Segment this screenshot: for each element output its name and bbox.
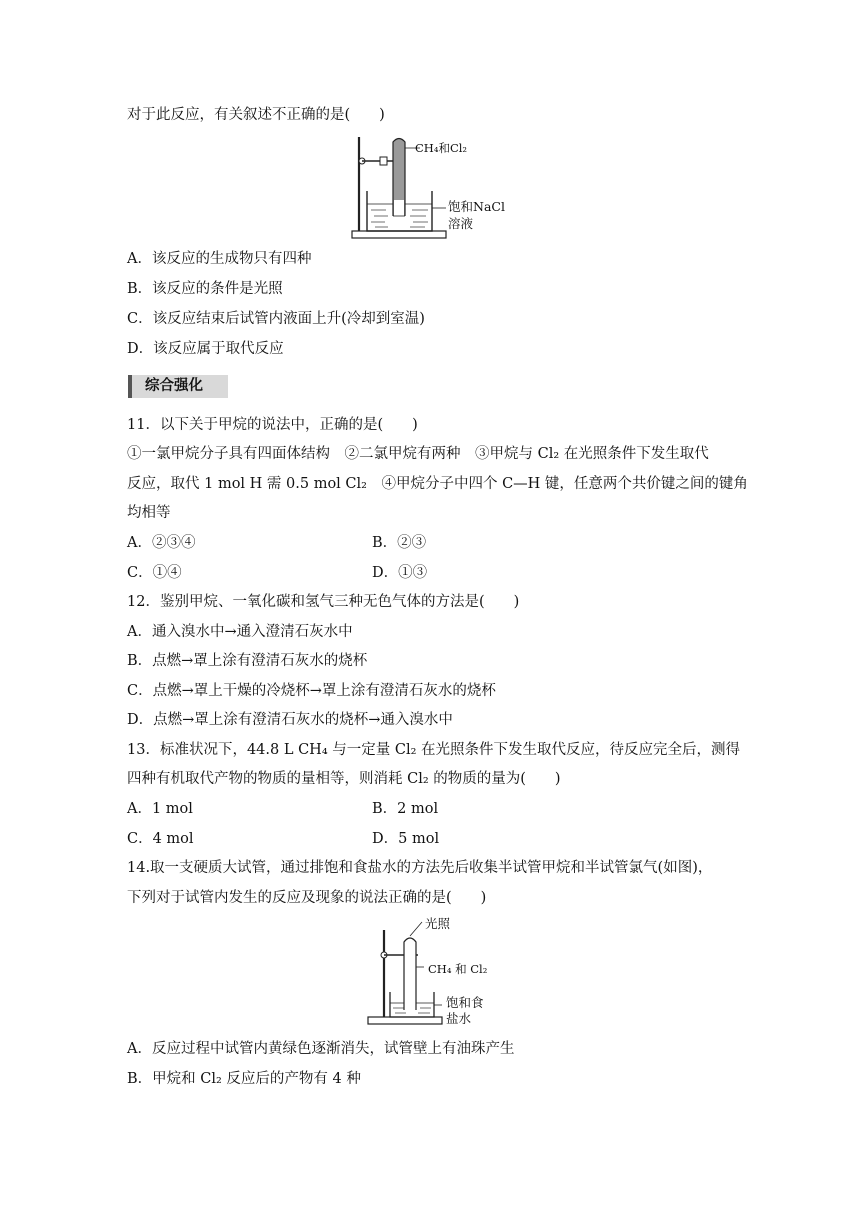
q13-option-b: B．2 mol — [372, 801, 439, 817]
q12-option-d: D．点燃→罩上涂有澄清石灰水的烧杯→通入溴水中 — [127, 712, 453, 728]
q10-stem: 对于此反应，有关叙述不正确的是( ) — [127, 107, 385, 123]
q12-option-c: C．点燃→罩上干燥的冷烧杯→罩上涂有澄清石灰水的烧杯 — [127, 683, 496, 699]
q10-option-d: D．该反应属于取代反应 — [127, 341, 284, 357]
q14-stem: 14.取一支硬质大试管，通过排饱和食盐水的方法先后收集半试管甲烷和半试管氯气(如图)， — [127, 860, 713, 876]
q10-option-b: B．该反应的条件是光照 — [127, 281, 283, 297]
q14-gas-label: CH₄ 和 Cl₂ — [428, 962, 488, 976]
q10-solution-label-1: 饱和NaCl — [448, 199, 505, 214]
q13-option-d: D．5 mol — [372, 831, 440, 847]
q14-light-label: 光照 — [425, 916, 451, 931]
section-header — [128, 375, 228, 398]
q12-option-a: A．通入溴水中→通入澄清石灰水中 — [127, 624, 353, 640]
q11-line-3: 反应，取代 1 mol H 需 0.5 mol Cl₂ ④甲烷分子中四个 C—H 键，任意两个共价键之间的键角 — [127, 476, 748, 492]
q11-option-b: B．②③ — [372, 535, 427, 551]
q11-option-c: C．①④ — [127, 565, 182, 581]
q10-gas-label: CH₄和Cl₂ — [415, 141, 468, 155]
q10-option-a: A．该反应的生成物只有四种 — [127, 251, 312, 267]
q14-line-2: 下列对于试管内发生的反应及现象的说法正确的是( ) — [127, 890, 487, 906]
q14-option-b: B．甲烷和 Cl₂ 反应后的产物有 4 种 — [127, 1071, 361, 1087]
q13-option-a: A．1 mol — [127, 801, 193, 817]
q11-line-2: ①一氯甲烷分子具有四面体结构 ②二氯甲烷有两种 ③甲烷与 Cl₂ 在光照条件下发生取代 — [127, 446, 709, 462]
q14-solution-label-1: 饱和食 — [446, 995, 484, 1010]
q12-stem: 12．鉴别甲烷、一氧化碳和氢气三种无色气体的方法是( ) — [127, 594, 520, 610]
q12-option-b: B．点燃→罩上涂有澄清石灰水的烧杯 — [127, 653, 368, 669]
q13-option-c: C．4 mol — [127, 831, 194, 847]
section-title: 综合强化 — [145, 378, 203, 394]
q11-option-a: A．②③④ — [127, 535, 196, 551]
q10-solution-label-2: 溶液 — [448, 216, 474, 231]
q14-option-a: A．反应过程中试管内黄绿色逐渐消失，试管壁上有油珠产生 — [127, 1041, 515, 1057]
q11-stem: 11．以下关于甲烷的说法中，正确的是( ) — [127, 417, 418, 433]
q11-line-4: 均相等 — [127, 505, 171, 521]
q14-solution-label-2: 盐水 — [446, 1011, 472, 1026]
q13-line-2: 四种有机取代产物的物质的量相等，则消耗 Cl₂ 的物质的量为( ) — [127, 771, 561, 787]
q11-option-d: D．①③ — [372, 565, 428, 581]
q10-option-c: C．该反应结束后试管内液面上升(冷却到室温) — [127, 311, 425, 327]
q13-stem: 13．标准状况下，44.8 L CH₄ 与一定量 Cl₂ 在光照条件下发生取代反应，待反应完全后，测得 — [127, 742, 741, 758]
